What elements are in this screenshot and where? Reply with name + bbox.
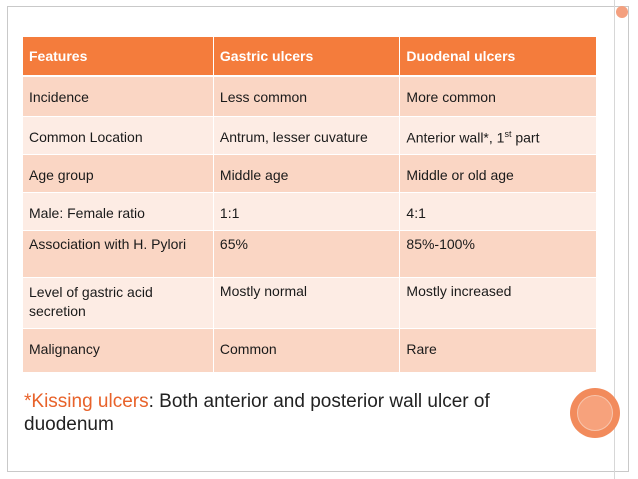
cell-duodenal: Mostly increased [400, 277, 596, 328]
cell-gastric: 65% [213, 230, 400, 277]
cell-feature: Malignancy [23, 328, 214, 372]
table-row [23, 230, 597, 277]
cell-gastric: Less common [213, 76, 400, 116]
cell-gastric: Antrum, lesser cuvature [213, 116, 400, 154]
cell-feature: Common Location [23, 116, 214, 154]
cell-feature: Level of gastric acid secretion [23, 277, 214, 328]
cell-duodenal: More common [400, 76, 596, 116]
table-header-row [23, 37, 597, 76]
decorative-circle [570, 388, 620, 438]
cell-duodenal-text: Anterior wall*, 1 [406, 129, 505, 146]
table-row [23, 116, 597, 154]
cell-feature: Association with H. Pylori [23, 230, 214, 277]
cell-feature: Age group [23, 154, 214, 192]
footnote [24, 390, 564, 436]
cell-duodenal: Rare [400, 328, 596, 372]
cell-duodenal-text-end: part [511, 129, 540, 146]
ordinal-suffix: st [504, 128, 512, 139]
footnote-text: : Both anterior and posterior wall ulcer of duodenum [24, 391, 490, 435]
cell-feature: Incidence [23, 76, 214, 116]
cell-gastric: Mostly normal [213, 277, 400, 328]
table-row [23, 76, 597, 116]
table-row [23, 328, 597, 372]
cell-duodenal [400, 116, 596, 154]
table-row [23, 277, 597, 328]
cell-gastric: Middle age [213, 154, 400, 192]
cell-duodenal: Middle or old age [400, 154, 596, 192]
cell-duodenal: 85%-100% [400, 230, 596, 277]
comparison-table [22, 37, 596, 373]
decorative-circle-inner [577, 395, 613, 431]
header-gastric: Gastric ulcers [213, 37, 400, 76]
header-features: Features [23, 37, 214, 76]
decorative-dot [616, 6, 628, 18]
cell-duodenal: 4:1 [400, 192, 596, 230]
footnote-highlight: *Kissing ulcers [24, 391, 149, 412]
table-row [23, 154, 597, 192]
table-row [23, 192, 597, 230]
cell-feature: Male: Female ratio [23, 192, 214, 230]
cell-gastric: 1:1 [213, 192, 400, 230]
cell-gastric: Common [213, 328, 400, 372]
header-duodenal: Duodenal ulcers [400, 37, 596, 76]
